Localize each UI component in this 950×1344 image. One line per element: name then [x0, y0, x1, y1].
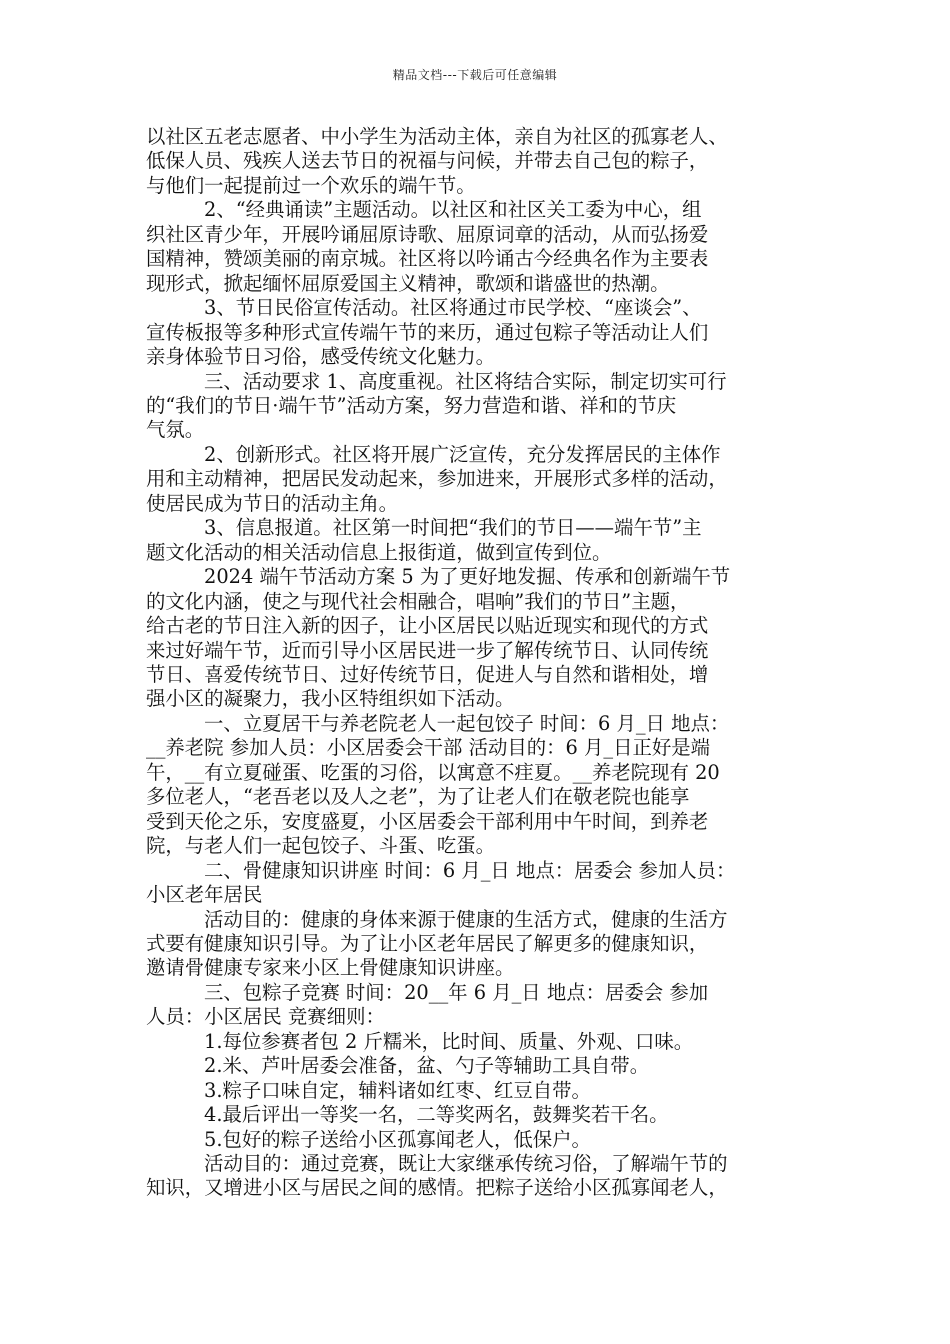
text-line: 多位老人，“老吾老以及人之老”，为了让老人们在敬老院也能享 — [146, 785, 690, 809]
text-line: 使居民成为节日的活动主角。 — [146, 491, 399, 515]
text-line: 一、立夏居干与养老院老人一起包饺子 时间：6 月_日 地点： — [204, 711, 730, 735]
document-body — [146, 125, 818, 1201]
text-line: 5.包好的粽子送给小区孤寡闻老人，低保户。 — [204, 1127, 591, 1151]
text-line: 1.每位参赛者包 2 斤糯米，比时间、质量、外观、口味。 — [204, 1029, 694, 1053]
text-line: 邀请骨健康专家来小区上骨健康知识讲座。 — [146, 956, 515, 980]
text-line: 题文化活动的相关活动信息上报街道，做到宣传到位。 — [146, 540, 612, 564]
text-line: 人员：小区居民 竞赛细则： — [146, 1005, 385, 1029]
text-line: 院，与老人们一起包饺子、斗蛋、吃蛋。 — [146, 834, 496, 858]
text-line: 4.最后评出一等奖一名，二等奖两名，鼓舞奖若干名。 — [204, 1103, 669, 1127]
text-line: 现形式，掀起缅怀屈原爱国主义精神，歌颂和谐盛世的热潮。 — [146, 271, 670, 295]
text-line: 来过好端午节，近而引导小区居民进一步了解传统节日、认同传统 — [146, 638, 709, 662]
text-line: 的文化内涵，使之与现代社会相融合，唱响”我们的节日”主题， — [146, 589, 690, 613]
text-line: 三、活动要求 1、高度重视。社区将结合实际，制定切实可行 — [204, 369, 727, 393]
text-line: 活动目的：通过竞赛，既让大家继承传统习俗，了解端午节的 — [204, 1152, 728, 1176]
text-line: 强小区的凝聚力，我小区特组织如下活动。 — [146, 687, 515, 711]
text-line: 2、“经典诵读”主题活动。以社区和社区关工委为中心，组 — [204, 198, 702, 222]
text-line: 式要有健康知识引导。为了让小区老年居民了解更多的健康知识， — [146, 931, 709, 955]
text-line: 宣传板报等多种形式宣传端午节的来历，通过包粽子等活动让人们 — [146, 320, 709, 344]
text-line: 3、信息报道。社区第一时间把“我们的节日——端午节”主 — [204, 516, 702, 540]
text-line: 与他们一起提前过一个欢乐的端午节。 — [146, 173, 476, 197]
text-line: 2024 端午节活动方案 5 为了更好地发掘、传承和创新端午节 — [204, 565, 731, 589]
text-line: 小区老年居民 — [146, 883, 263, 907]
text-line: 活动目的：健康的身体来源于健康的生活方式，健康的生活方 — [204, 907, 728, 931]
text-line: 节日、喜爱传统节日、过好传统节日，促进人与自然和谐相处，增 — [146, 662, 709, 686]
text-line: 给古老的节日注入新的因子，让小区居民以贴近现实和现代的方式 — [146, 614, 709, 638]
text-line: 用和主动精神，把居民发动起来，参加进来，开展形式多样的活动， — [146, 467, 728, 491]
page-header: 精品文档---下载后可任意编辑 — [392, 68, 558, 82]
text-line: 气氛。 — [146, 418, 205, 442]
text-line: 知识，又增进小区与居民之间的感情。把粽子送给小区孤寡闻老人， — [146, 1176, 728, 1200]
text-line: 国精神，赞颂美丽的南京城。社区将以吟诵古今经典名作为主要表 — [146, 247, 709, 271]
text-line: 以社区五老志愿者、中小学生为活动主体，亲自为社区的孤寡老人、 — [146, 125, 728, 148]
text-line: __养老院 参加人员：小区居委会干部 活动目的：6 月_日正好是端 — [146, 736, 711, 760]
text-line: 3.粽子口味自定，辅料诸如红枣、红豆自带。 — [204, 1078, 591, 1102]
text-line: 3、节日民俗宣传活动。社区将通过市民学校、“座谈会”、 — [204, 296, 702, 320]
text-line: 2.米、芦叶居委会准备，盆、勺子等辅助工具自带。 — [204, 1054, 650, 1078]
text-line: 2、创新形式。社区将开展广泛宣传，充分发挥居民的主体作 — [204, 442, 721, 466]
text-line: 的“我们的节日·端午节”活动方案，努力营造和谐、祥和的节庆 — [146, 393, 677, 417]
text-line: 二、骨健康知识讲座 时间：6 月_日 地点：居委会 参加人员： — [204, 858, 736, 882]
text-line: 三、包粽子竞赛 时间：20__年 6 月_日 地点：居委会 参加 — [204, 980, 709, 1004]
text-line: 低保人员、残疾人送去节日的祝福与问候，并带去自己包的粽子， — [146, 149, 709, 173]
text-line: 午，__有立夏碰蛋、吃蛋的习俗，以寓意不疰夏。__养老院现有 20 — [146, 760, 720, 784]
text-line: 织社区青少年，开展吟诵屈原诗歌、屈原词章的活动，从而弘扬爱 — [146, 222, 709, 246]
text-line: 亲身体验节日习俗，感受传统文化魅力。 — [146, 345, 496, 369]
text-line: 受到天伦之乐，安度盛夏，小区居委会干部利用中午时间，到养老 — [146, 809, 709, 833]
